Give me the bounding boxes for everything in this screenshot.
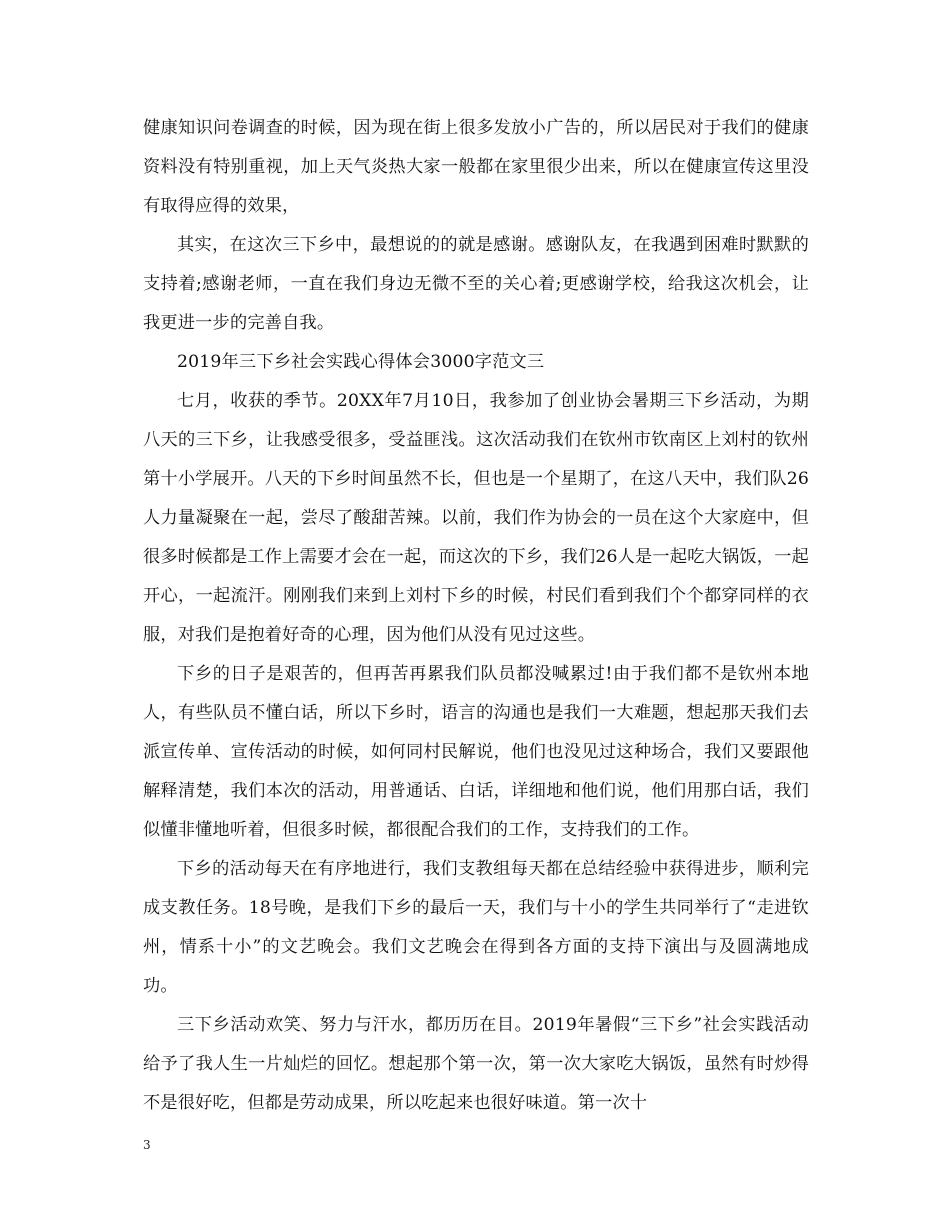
paragraph-thanks: 其实，在这次三下乡中，最想说的的就是感谢。感谢队友，在我遇到困难时默默的支持着;感谢老师，一直在我们身边无微不至的关心着;更感谢学校，给我这次机会，让我更进一步的完善自我。 (143, 235, 809, 333)
paragraph-july: 七月，收获的季节。20XX年7月10日，我参加了创业协会暑期三下乡活动，为期八天的三下乡，让我感受很多，受益匪浅。这次活动我们在钦州市钦南区上刘村的钦州第十小学展开。八天的下乡时间虽然不长，但也是一个星期了，在这八天中，我们队26人力量凝聚在一起，尝尽了酸甜苦辣。以前，我们作为协会的一员在这个大家庭中，但很多时候都是工作上需要才会在一起，而这次的下乡，我们26人是一起吃大锅饭，一起开心，一起流汗。刚刚我们来到上刘村下乡的时候，村民们看到我们个个都穿同样的衣服，对我们是抱着好奇的心理，因为他们从没有见过这些。 (143, 391, 809, 645)
document-body (143, 109, 809, 1123)
section-title: 2019年三下乡社会实践心得体会3000字范文三 (177, 352, 545, 372)
paragraph-memories: 三下乡活动欢笑、努力与汗水，都历历在目。2019年暑假“三下乡”社会实践活动给予了我人生一片灿烂的回忆。想起那个第一次，第一次大家吃大锅饭，虽然有时炒得不是很好吃，但都是劳动成果，所以吃起来也很好味道。第一次十 (143, 1015, 809, 1113)
page-number: 3 (143, 1138, 151, 1152)
paragraph-continuation: 健康知识问卷调查的时候，因为现在街上很多发放小广告的，所以居民对于我们的健康资料没有特别重视，加上天气炎热大家一般都在家里很少出来，所以在健康宣传这里没有取得应得的效果， (143, 118, 809, 216)
paragraph-activities: 下乡的活动每天在有序地进行，我们支教组每天都在总结经验中获得进步，顺利完成支教任务。18号晚，是我们下乡的最后一天，我们与十小的学生共同举行了“走进钦州，情系十小”的文艺晚会。我们文艺晚会在得到各方面的支持下演出与及圆满地成功。 (143, 859, 809, 996)
paragraph-hardship: 下乡的日子是艰苦的，但再苦再累我们队员都没喊累过!由于我们都不是钦州本地人，有些队员不懂白话，所以下乡时，语言的沟通也是我们一大难题，想起那天我们去派宣传单、宣传活动的时候，如何同村民解说，他们也没见过这种场合，我们又要跟他解释清楚，我们本次的活动，用普通话、白话，详细地和他们说，他们用那白话，我们似懂非懂地听着，但很多时候，都很配合我们的工作，支持我们的工作。 (143, 664, 809, 840)
